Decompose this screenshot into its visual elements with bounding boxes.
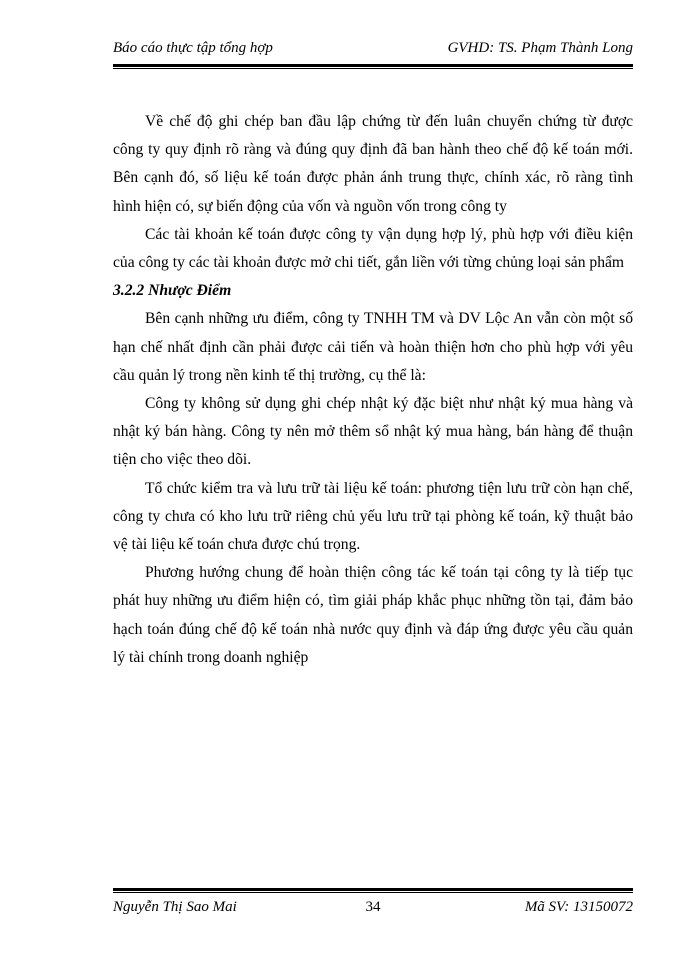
header-report-title: Báo cáo thực tập tổng hợp xyxy=(113,40,273,56)
header-divider xyxy=(113,64,633,69)
paragraph: Các tài khoản kế toán được công ty vận dụng hợp lý, phù hợp với điều kiện của công ty các tài khoản được mở chi tiết, gắn liền với từng chủng loại sản phẩm xyxy=(113,225,633,272)
section-heading: 3.2.2 Nhược Điểm xyxy=(113,282,232,300)
page-number: 34 xyxy=(365,899,381,915)
header-advisor: GVHD: TS. Phạm Thành Long xyxy=(447,40,633,56)
paragraph: Tổ chức kiểm tra và lưu trữ tài liệu kế toán: phương tiện lưu trữ còn hạn chế, công ty chưa có kho lưu trữ riêng chủ yếu lưu trữ tại phòng kế toán, kỹ thuật bảo vệ tài liệu kế toán chưa được chú trọng. xyxy=(113,479,633,554)
footer-divider xyxy=(113,888,633,893)
paragraph: Về chế độ ghi chép ban đầu lập chứng từ đến luân chuyển chứng từ được công ty quy định rõ ràng và đúng quy định đã ban hành theo chế độ kế toán mới. Bên cạnh đó, số liệu kế toán được phản ánh trung thực, chính xác, rõ ràng tình hình hiện có, sự biến động của vốn và nguồn vốn trong công ty xyxy=(113,113,633,215)
footer-author: Nguyễn Thị Sao Mai xyxy=(113,899,237,915)
paragraph: Công ty không sử dụng ghi chép nhật ký đặc biệt như nhật ký mua hàng và nhật ký bán hàng. Công ty nên mở thêm sổ nhật ký mua hàng, bán hàng để thuận tiện cho việc theo dõi. xyxy=(113,395,633,469)
paragraph: Phương hướng chung để hoàn thiện công tác kế toán tại công ty là tiếp tục phát huy những ưu điểm hiện có, tìm giải pháp khắc phục những tồn tại, đảm bảo hạch toán đúng chế độ kế toán nhà nước quy định và đáp ứng được yêu cầu quản lý tài chính trong doanh nghiệp xyxy=(113,564,633,666)
footer-student-id: Mã SV: 13150072 xyxy=(524,899,633,915)
page-header xyxy=(113,38,633,60)
page-footer xyxy=(113,899,633,921)
page-body xyxy=(113,108,633,672)
paragraph: Bên cạnh những ưu điểm, công ty TNHH TM và DV Lộc An vẫn còn một số hạn chế nhất định cần phải được cải tiến và hoàn thiện hơn cho phù hợp với yêu cầu quản lý trong nền kinh tế thị trường, cụ thể là: xyxy=(113,310,633,384)
